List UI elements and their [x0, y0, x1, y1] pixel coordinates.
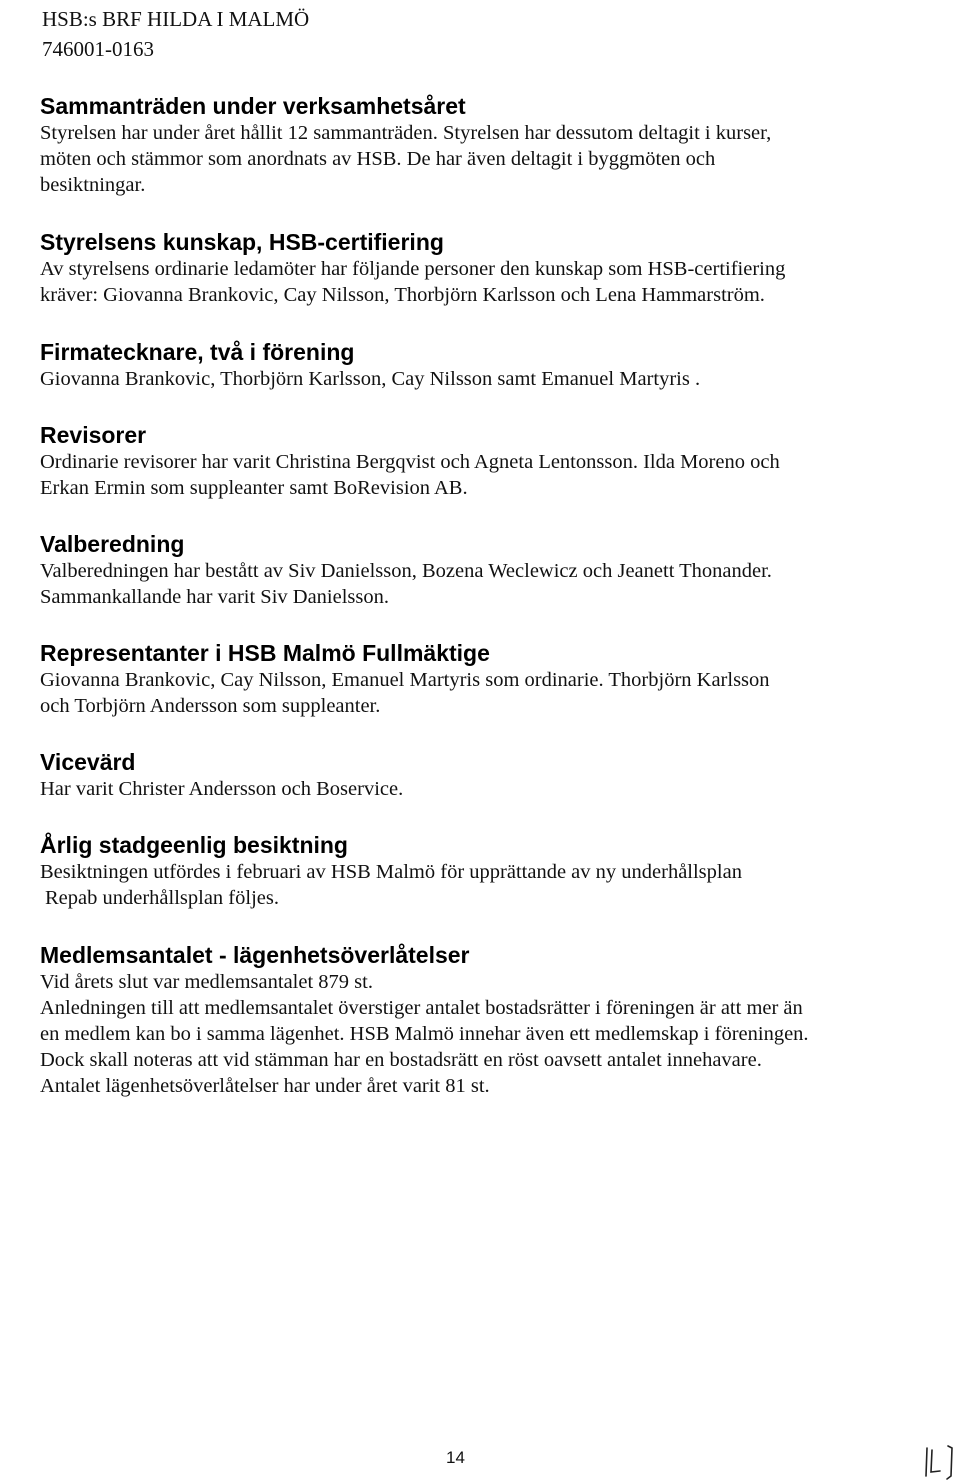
paragraph-line: Har varit Christer Andersson och Boservice. — [40, 778, 404, 800]
section-nomination-committee — [40, 530, 920, 610]
section-title: Valberedning — [40, 531, 185, 557]
paragraph-line: Giovanna Brankovic, Cay Nilsson, Emanuel Martyris som ordinarie. Thorbjörn Karlsson — [40, 669, 770, 691]
paragraph-line: Vid årets slut var medlemsantalet 879 st. — [40, 971, 373, 993]
paragraph-line: Giovanna Brankovic, Thorbjörn Karlsson, Cay Nilsson samt Emanuel Martyris . — [40, 368, 701, 390]
paragraph-line: möten och stämmor som anordnats av HSB. De har även deltagit i byggmöten och — [40, 148, 716, 170]
paragraph-line: Styrelsen har under året hållit 12 sammanträden. Styrelsen har dessutom deltagit i kurser, — [40, 122, 772, 144]
paragraph-line: Anledningen till att medlemsantalet överstiger antalet bostadsrätter i föreningen är att mer än — [40, 997, 803, 1019]
paragraph-line: Erkan Ermin som suppleanter samt BoRevision AB. — [40, 477, 468, 499]
paragraph-line: Ordinarie revisorer har varit Christina Bergqvist och Agneta Lentonsson. Ilda Moreno och — [40, 451, 780, 473]
paragraph-line: Valberedningen har bestått av Siv Danielsson, Bozena Weclewicz och Jeanett Thonander. — [40, 560, 772, 582]
section-representatives — [40, 639, 920, 719]
section-property-manager — [40, 748, 920, 802]
section-title: Revisorer — [40, 422, 147, 448]
organization-number: 746001-0163 — [42, 37, 154, 61]
section-auditors — [40, 421, 920, 501]
paragraph-line: Av styrelsens ordinarie ledamöter har följande personer den kunskap som HSB-certifiering — [40, 258, 786, 280]
section-title: Vicevärd — [40, 749, 136, 775]
paragraph-line: en medlem kan bo i samma lägenhet. HSB Malmö innehar även ett medlemskap i föreningen. — [40, 1023, 809, 1045]
document-header — [42, 4, 309, 64]
paragraph-line: och Torbjörn Andersson som suppleanter. — [40, 695, 381, 717]
paragraph-line: Repab underhållsplan följes. — [45, 887, 279, 909]
section-annual-inspection — [40, 831, 920, 911]
section-membership — [40, 941, 920, 1099]
section-title: Årlig stadgeenlig besiktning — [40, 832, 348, 858]
paragraph-line: Antalet lägenhetsöverlåtelser har under året varit 81 st. — [40, 1075, 490, 1097]
section-title: Styrelsens kunskap, HSB-certifiering — [40, 229, 444, 255]
section-board-knowledge — [40, 228, 920, 308]
section-title: Sammanträden under verksamhetsåret — [40, 93, 466, 119]
page-number: 14 — [446, 1448, 465, 1467]
section-title: Representanter i HSB Malmö Fullmäktige — [40, 640, 490, 666]
section-signatories — [40, 338, 920, 392]
section-meetings — [40, 92, 920, 198]
paragraph-line: Sammankallande har varit Siv Danielsson. — [40, 586, 389, 608]
section-title: Firmatecknare, två i förening — [40, 339, 355, 365]
paragraph-line: kräver: Giovanna Brankovic, Cay Nilsson, Thorbjörn Karlsson och Lena Hammarström. — [40, 284, 765, 306]
paragraph-line: Dock skall noteras att vid stämman har en bostadsrätt en röst oavsett antalet innehavare. — [40, 1049, 762, 1071]
organization-name: HSB:s BRF HILDA I MALMÖ — [42, 7, 310, 31]
section-title: Medlemsantalet - lägenhetsöverlåtelser — [40, 942, 470, 968]
handwritten-initials — [922, 1442, 958, 1482]
paragraph-line: besiktningar. — [40, 174, 146, 196]
paragraph-line: Besiktningen utfördes i februari av HSB Malmö för upprättande av ny underhållsplan — [40, 861, 742, 883]
